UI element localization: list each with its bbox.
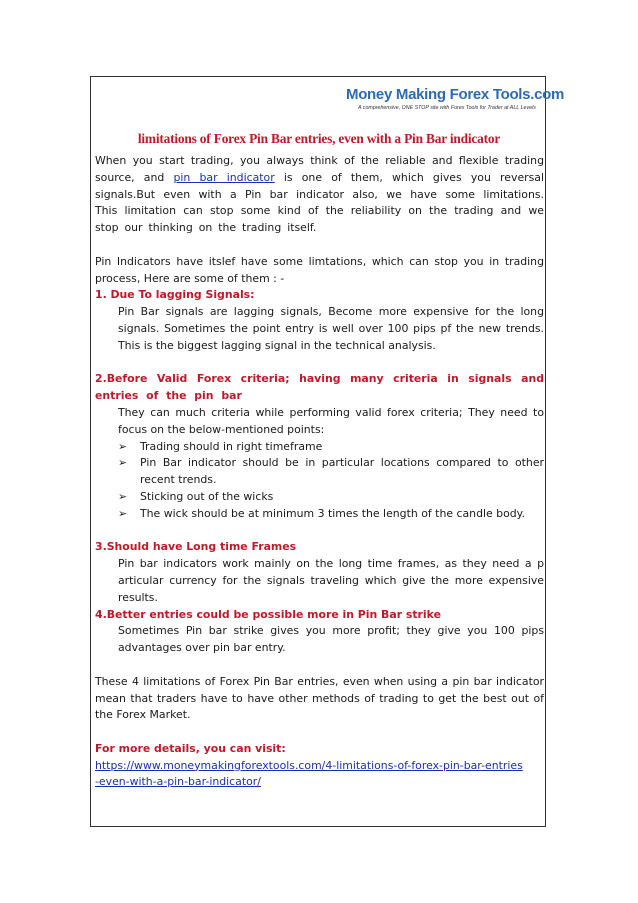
conclusion-paragraph: These 4 limitations of Forex Pin Bar entries, even when using a pin bar indicator mean that traders have to have other methods of trading to get the best out of the Forex Market. bbox=[95, 674, 544, 722]
list-item bbox=[95, 506, 544, 523]
section-body: Pin Bar signals are lagging signals, Become more expensive for the long signals. Sometimes the point entry is well over 100 pips pf the new trends. This is the biggest lagging signal in the technical analysis. bbox=[118, 305, 544, 352]
page-title: limitations of Forex Pin Bar entries, even with a Pin Bar indicator bbox=[137, 131, 501, 146]
section-4 bbox=[95, 607, 544, 657]
intro-text-1: When you start trading, you always think of the reliable and flexible trading source, and bbox=[95, 154, 544, 184]
list-item-text: The wick should be at minimum 3 times the length of the candle body. bbox=[140, 506, 526, 520]
section-body: They can much criteria while performing valid forex criteria; They need to focus on the below-mentioned points: bbox=[118, 405, 544, 436]
site-logo[interactable] bbox=[346, 86, 565, 111]
logo-name: Money Making Forex Tools.com bbox=[346, 86, 565, 103]
section-2 bbox=[95, 371, 544, 522]
section-body: Pin bar indicators work mainly on the long time frames, as they need a p articular currency for the signals traveling which give the more expensive results. bbox=[118, 557, 544, 604]
section-heading: 4.Better entries could be possible more in Pin Bar strike bbox=[95, 607, 441, 621]
details-label: For more details, you can visit: bbox=[95, 741, 286, 755]
section-1 bbox=[95, 287, 544, 354]
list-item-text: Sticking out of the wicks bbox=[140, 489, 274, 503]
intro-text-2: is one of them, which gives you reversal signals.But even with a Pin bar indicator also, we have some limitations. This limitation can stop some kind of the reliability on the trading and we stop our thinking on the trading itself. bbox=[95, 170, 544, 235]
section-heading bbox=[95, 287, 544, 304]
list-item bbox=[95, 455, 544, 489]
section-heading: 3.Should have Long time Frames bbox=[95, 540, 297, 554]
section-3 bbox=[95, 539, 544, 606]
article-url-link[interactable] bbox=[95, 758, 544, 792]
section-body: Sometimes Pin bar strike gives you more profit; they give you 100 pips advantages over pin bar entry. bbox=[118, 624, 544, 655]
list-item-text: Pin Bar indicator should be in particular locations compared to other recent trends. bbox=[140, 456, 544, 487]
section-heading-text: . Due To lagging Signals: bbox=[102, 288, 255, 302]
url-line-1: https://www.moneymakingforextools.com/4-limitations-of-forex-pin-bar-entries bbox=[95, 758, 523, 772]
list-item-text: Trading should in right timeframe bbox=[140, 439, 323, 453]
logo-tagline: A comprehensive, ONE STOP site with Forex Tools for Trader at ALL Levels bbox=[358, 105, 536, 111]
section-heading: 2.Before Valid Forex criteria; having many criteria in signals and entries of the pin bar bbox=[95, 372, 544, 403]
lead-paragraph: Pin Indicators have itslef have some limtations, which can stop you in trading process, Here are some of them : - bbox=[95, 254, 544, 285]
pin-bar-indicator-link[interactable]: pin bar indicator bbox=[173, 170, 275, 184]
bullet-arrow-icon: ➢ bbox=[118, 489, 128, 503]
bullet-arrow-icon: ➢ bbox=[118, 506, 128, 520]
bullet-arrow-icon: ➢ bbox=[118, 456, 128, 470]
intro-paragraph bbox=[95, 153, 544, 237]
list-item bbox=[95, 489, 544, 506]
section-number: 1 bbox=[95, 288, 103, 302]
article-body bbox=[95, 153, 544, 791]
url-line-2: -even-with-a-pin-bar-indicator/ bbox=[95, 775, 261, 789]
list-item bbox=[95, 439, 544, 456]
bullet-arrow-icon: ➢ bbox=[118, 439, 128, 453]
